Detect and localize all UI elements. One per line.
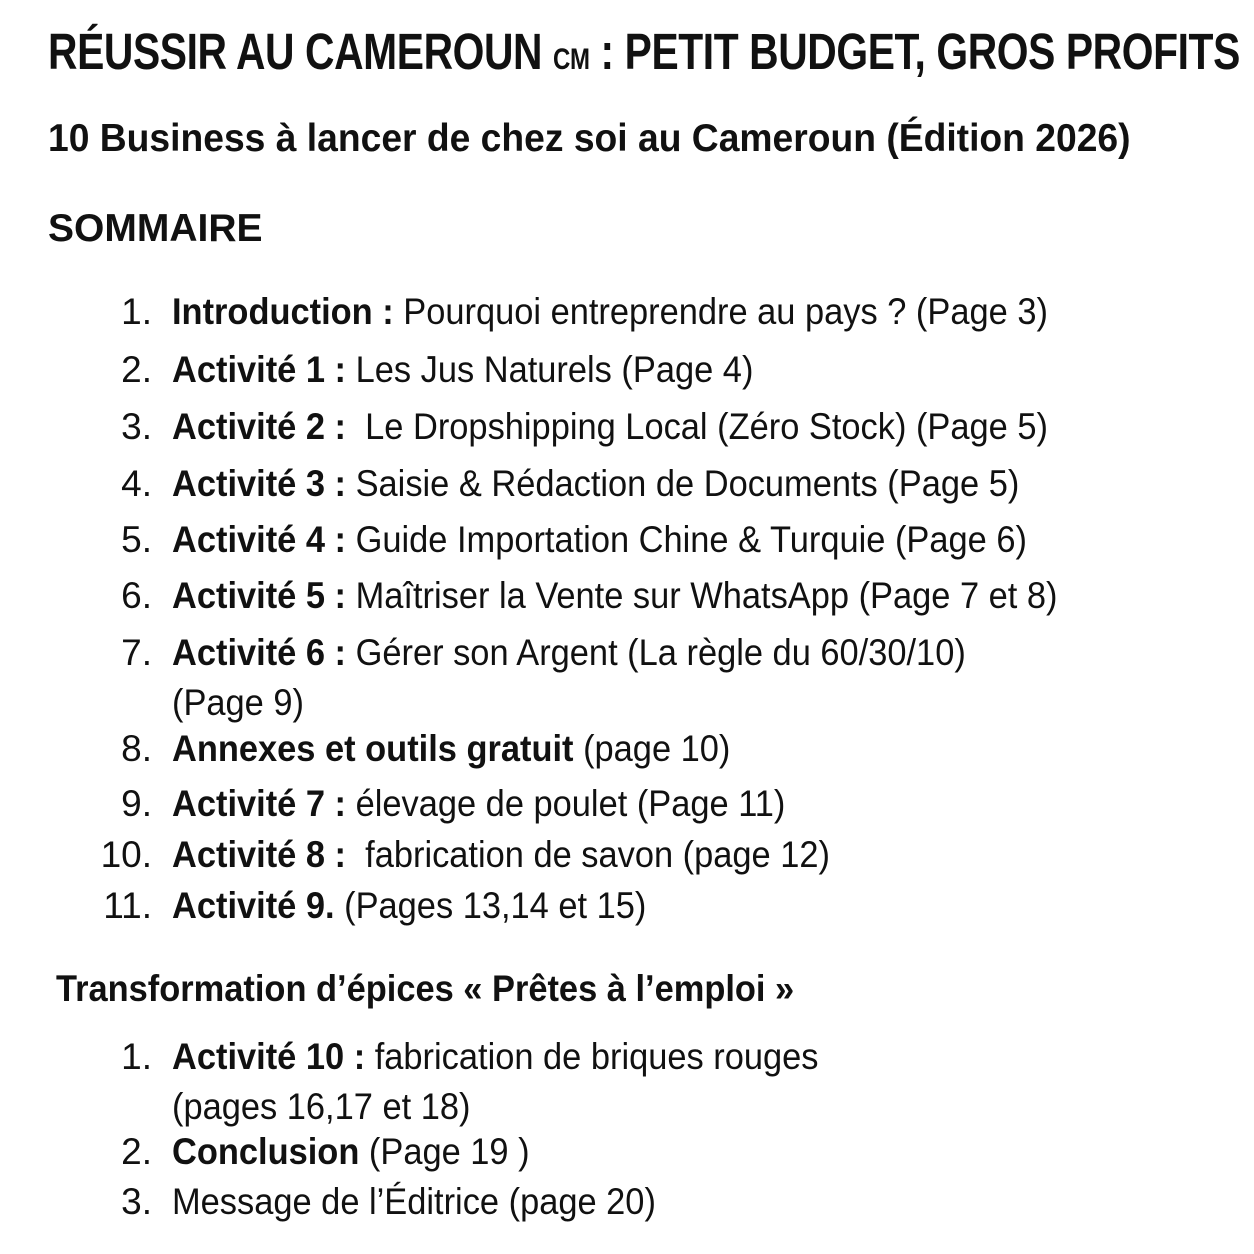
toc-item-bold: Activité 7 :: [172, 783, 347, 824]
toc-item-desc: fabrication de savon (page 12): [346, 834, 830, 875]
toc-item-desc: Le Dropshipping Local (Zéro Stock) (Page 5): [346, 406, 1048, 447]
toc-item-number: 9.: [121, 783, 152, 824]
toc-item-number: 2.: [121, 1131, 152, 1172]
toc-item-text: [172, 1127, 530, 1177]
toc-item-number: 5.: [121, 519, 152, 560]
toc-item-bold: Introduction :: [172, 291, 394, 332]
toc-item-desc: élevage de poulet (Page 11): [346, 783, 786, 824]
toc-item-text: [172, 1032, 819, 1132]
toc-item-continuation: (pages 16,17 et 18): [172, 1086, 471, 1127]
toc-item-number: 4.: [121, 463, 152, 504]
toc-item-number: 1.: [121, 1036, 152, 1077]
toc-item-desc: Guide Importation Chine & Turquie (Page 6): [346, 519, 1027, 560]
toc-item-desc: (Page 19 ): [359, 1131, 530, 1172]
toc-item-bold: Annexes et outils gratuit: [172, 728, 574, 769]
toc-item-desc: (page 10): [573, 728, 731, 769]
toc-item-text: [172, 881, 646, 931]
document-title: [48, 22, 1240, 90]
toc-item-number: 3.: [121, 406, 152, 447]
toc-item-number: 6.: [121, 575, 152, 616]
toc-item-text: [172, 515, 1027, 565]
toc-item-text: [172, 459, 1019, 509]
title-cm: CM: [553, 43, 590, 76]
toc-item-number: 1.: [121, 291, 152, 332]
title-main: RÉUSSIR AU CAMEROUN: [48, 23, 543, 80]
toc-item-number: 3.: [121, 1181, 152, 1222]
toc-item-text: [172, 724, 730, 774]
toc-item-desc: Les Jus Naturels (Page 4): [346, 349, 754, 390]
toc-item-bold: Activité 3 :: [172, 463, 347, 504]
toc-item-bold: Activité 4 :: [172, 519, 347, 560]
toc-item-text: [172, 345, 753, 395]
toc-item-bold: Activité 9.: [172, 885, 335, 926]
toc-item-number: 8.: [121, 728, 152, 769]
toc-item-bold: Activité 2 :: [172, 406, 347, 447]
document-subtitle: 10 Business à lancer de chez soi au Cameroun (Édition 2026): [48, 117, 1131, 160]
toc-item-text: [172, 830, 830, 880]
summary-heading: SOMMAIRE: [48, 207, 263, 250]
toc-item-text: [172, 779, 785, 829]
toc-item-bold: Conclusion: [172, 1131, 360, 1172]
toc-item-desc: fabrication de briques rouges: [365, 1036, 819, 1077]
toc-item-desc: (Pages 13,14 et 15): [334, 885, 647, 926]
toc-item-desc: Pourquoi entreprendre au pays ? (Page 3): [393, 291, 1048, 332]
toc-item-desc: Maîtriser la Vente sur WhatsApp (Page 7 et 8): [346, 575, 1058, 616]
title-rest: : PETIT BUDGET, GROS PROFITS: [589, 23, 1240, 80]
toc-item-text: [172, 1177, 656, 1227]
toc-item-text: [172, 571, 1058, 621]
toc-item-continuation: (Page 9): [172, 682, 304, 723]
toc-item-bold: Activité 1 :: [172, 349, 347, 390]
toc-item-bold: Activité 8 :: [172, 834, 347, 875]
toc-item-bold: Activité 6 :: [172, 632, 347, 673]
toc-item-text: [172, 402, 1048, 452]
toc-item-number: 11.: [103, 885, 152, 926]
toc-item-desc: Gérer son Argent (La règle du 60/30/10): [346, 632, 966, 673]
group-heading: Transformation d’épices « Prêtes à l’emploi »: [56, 968, 795, 1009]
toc-item-desc: Message de l’Éditrice (page 20): [172, 1181, 656, 1222]
toc-item-text: [172, 287, 1048, 337]
toc-item-bold: Activité 10 :: [172, 1036, 366, 1077]
toc-item-number: 10.: [100, 834, 152, 875]
toc-item-number: 2.: [121, 349, 152, 390]
toc-item-number: 7.: [121, 632, 152, 673]
toc-item-desc: Saisie & Rédaction de Documents (Page 5): [346, 463, 1020, 504]
toc-item-text: [172, 628, 966, 728]
toc-item-bold: Activité 5 :: [172, 575, 347, 616]
